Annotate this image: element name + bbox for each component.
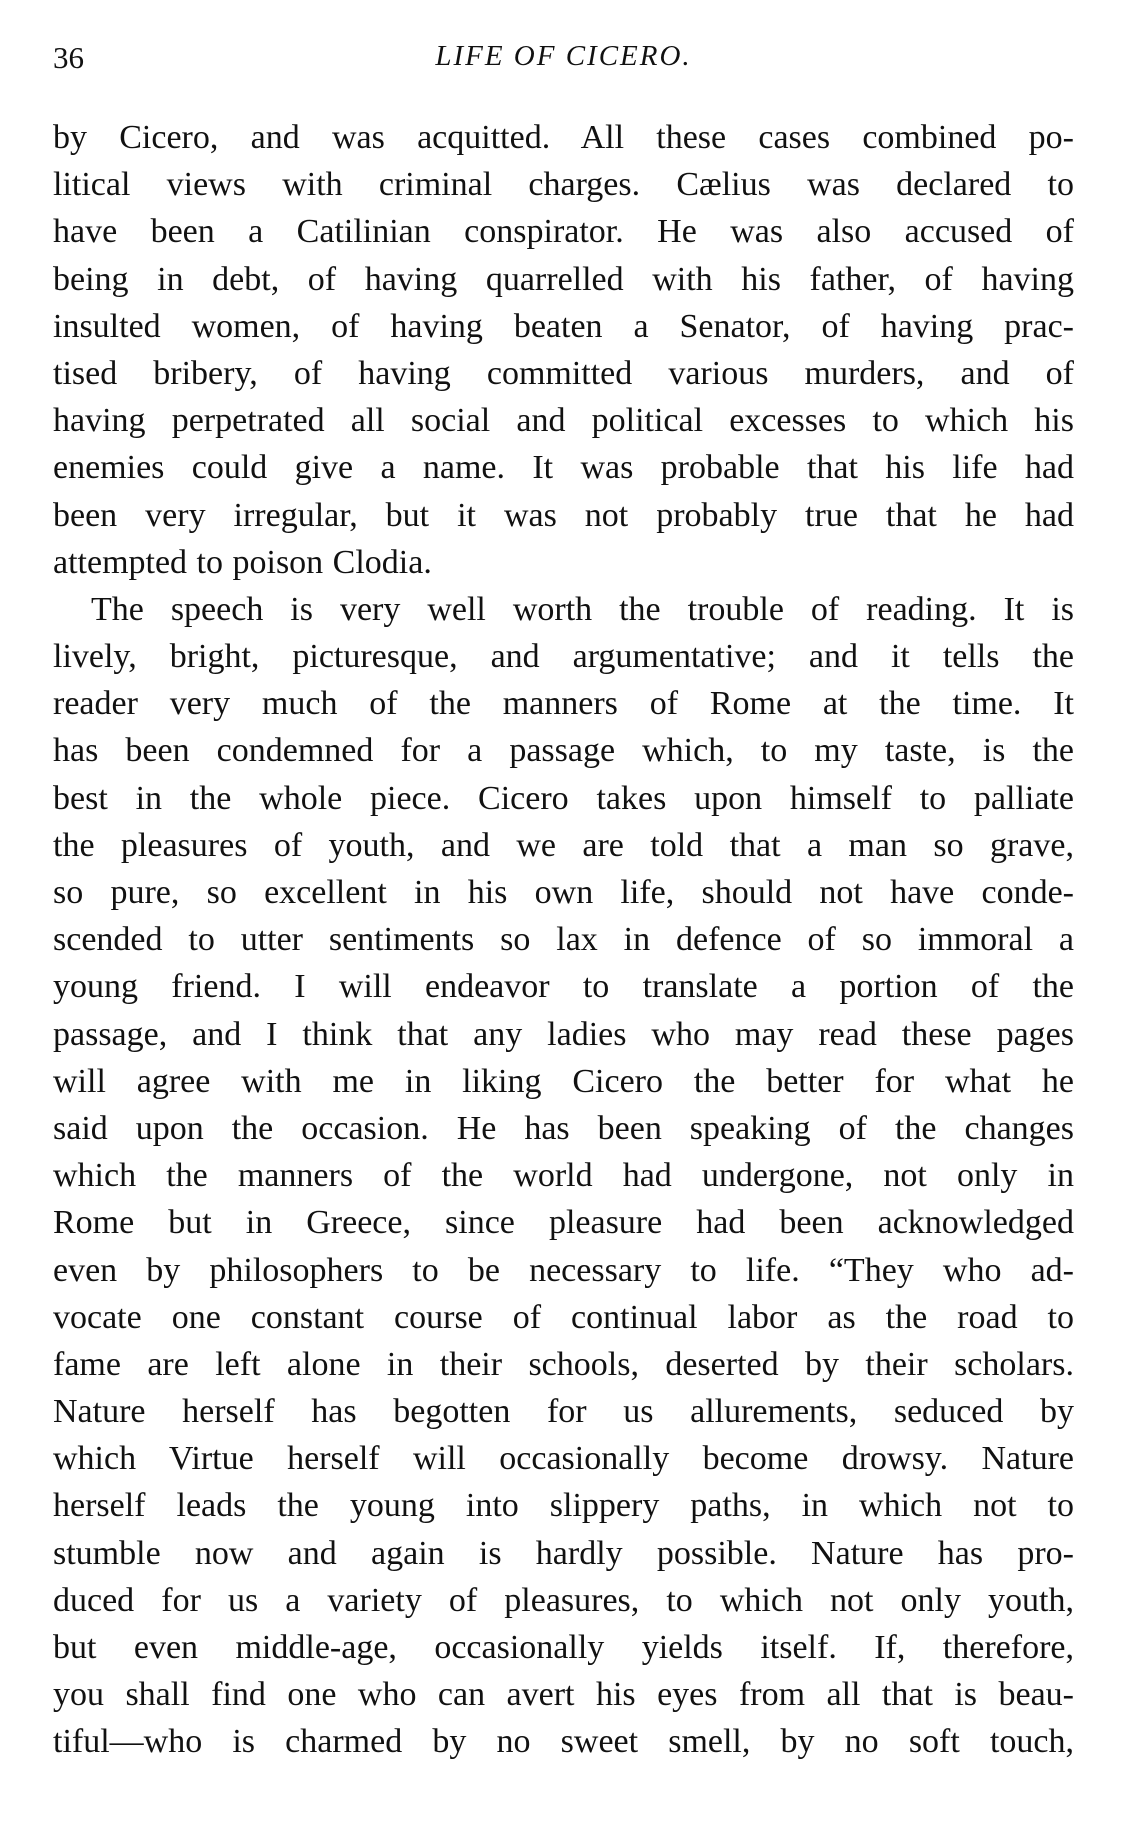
text-line: tised bribery, of having committed various murders, and of	[53, 354, 1074, 392]
text-line: enemies could give a name. It was probable that his life had	[53, 449, 1074, 487]
text-line: The speech is very well worth the trouble of reading. It is	[91, 590, 1074, 628]
text-line: the pleasures of youth, and we are told that a man so grave,	[53, 826, 1074, 864]
text-line: has been condemned for a passage which, to my taste, is the	[53, 732, 1074, 770]
text-line: lively, bright, picturesque, and argumentative; and it tells the	[53, 638, 1074, 676]
text-line: you shall find one who can avert his eyes from all that is beau-	[53, 1676, 1074, 1714]
text-line: Nature herself has begotten for us allurements, seduced by	[53, 1393, 1074, 1431]
text-line: will agree with me in liking Cicero the better for what he	[53, 1062, 1074, 1100]
text-line: vocate one constant course of continual labor as the road to	[53, 1298, 1074, 1336]
text-line: but even middle-age, occasionally yields itself. If, therefore,	[53, 1629, 1074, 1666]
text-line: Rome but in Greece, since pleasure had been acknowledged	[53, 1204, 1074, 1242]
text-line: even by philosophers to be necessary to life. “They who ad-	[53, 1251, 1074, 1289]
text-line: being in debt, of having quarrelled with his father, of having	[53, 260, 1074, 298]
text-line: by Cicero, and was acquitted. All these cases combined po-	[53, 119, 1074, 156]
text-line: so pure, so excellent in his own life, should not have conde-	[53, 874, 1074, 911]
page-body-text	[53, 114, 1074, 1766]
text-line: best in the whole piece. Cicero takes upon himself to palliate	[53, 779, 1074, 817]
text-line: herself leads the young into slippery paths, in which not to	[53, 1487, 1074, 1525]
text-line: scended to utter sentiments so lax in defence of so immoral a	[53, 921, 1074, 959]
text-line: attempted to poison Clodia.	[53, 543, 432, 581]
text-line: duced for us a variety of pleasures, to which not only youth,	[53, 1581, 1074, 1619]
text-line: said upon the occasion. He has been speaking of the changes	[53, 1109, 1074, 1147]
text-line: which Virtue herself will occasionally become drowsy. Nature	[53, 1440, 1074, 1478]
text-line: been very irregular, but it was not probably true that he had	[53, 496, 1074, 534]
page-header	[53, 40, 1074, 84]
text-line: tiful—who is charmed by no sweet smell, by no soft touch,	[53, 1723, 1074, 1761]
text-line: young friend. I will endeavor to translate a portion of the	[53, 968, 1074, 1006]
running-title: LIFE OF CICERO.	[435, 40, 692, 72]
text-line: litical views with criminal charges. Cælius was declared to	[53, 166, 1074, 204]
text-line: passage, and I think that any ladies who may read these pages	[53, 1015, 1074, 1053]
text-line: stumble now and again is hardly possible. Nature has pro-	[53, 1534, 1074, 1572]
text-line: insulted women, of having beaten a Senator, of having prac-	[53, 307, 1074, 345]
text-line: having perpetrated all social and political excesses to which his	[53, 402, 1074, 440]
text-line: have been a Catilinian conspirator. He was also accused of	[53, 213, 1074, 251]
text-line: reader very much of the manners of Rome at the time. It	[53, 685, 1074, 723]
text-line: fame are left alone in their schools, deserted by their scholars.	[53, 1345, 1074, 1383]
page-number: 36	[53, 40, 84, 75]
text-line: which the manners of the world had undergone, not only in	[53, 1157, 1074, 1195]
